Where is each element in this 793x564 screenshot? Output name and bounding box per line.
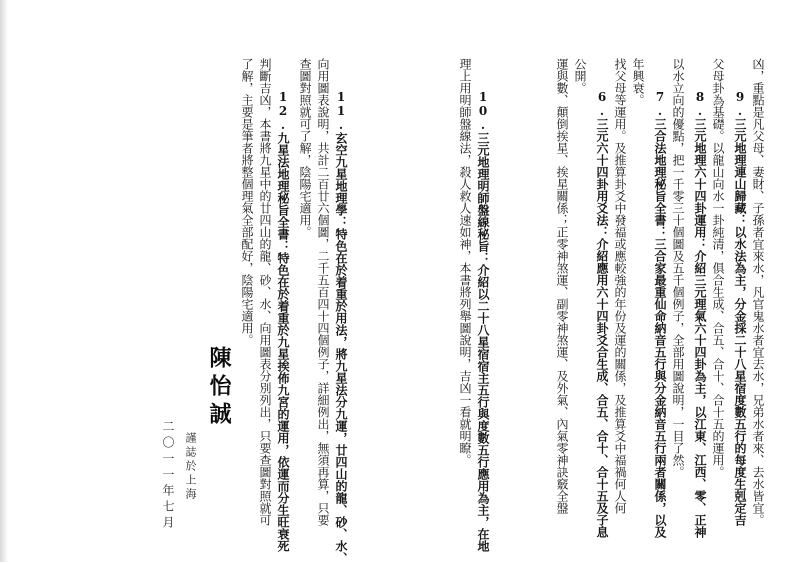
item-9-title-line: 9.三元地理連山歸藏：以水法為主，分金採二十八星宿度數五行的每度生剋定吉 (733, 90, 747, 526)
text-column-5: 年興衰。 (631, 58, 645, 106)
item-10-title-line: 10.三元地理明師盤線秘旨：介紹以二十八星宿宿主五行與度數五行應用為主，在地 (476, 90, 490, 552)
text-column-11: 凶，重點是凡父母、妻財、子孫者宜來水，凡官鬼水者宜去水，兄弟水者來、去水皆宜。 (751, 58, 765, 526)
text-column-4: 找父母等運用。及推算卦爻中發福或應較強的年份及運的關係，及推算爻中福禍何人何 (613, 58, 627, 514)
signature-note: 謹誌於上海 (184, 432, 197, 502)
item-7-title-line: 7.三合法地理秘旨全書：三合家最重仙命納音五行與分金納音五行兩者關係，以及 (653, 90, 667, 538)
item-11-title-line: 11.玄空九星地理學：特色在於着重於用法，將九星法分九運，廿四山的龍、砂、水、 (334, 90, 348, 564)
text-column-9: 父母卦為基礎。以龍山向水一卦純清，俱合生成、合五、合十、合十五的運用。 (711, 58, 725, 478)
text-column-15: 向用圖表說明，共計二百廿六個圖，二千五百四十四個例子，詳細例出，無須再算，只要 (316, 58, 330, 526)
item-12-title-line: 12.九星法地理秘旨全書：特色在於着重於九星挨佈九宮的運用，依運而分生旺衰死 (276, 90, 290, 552)
item-6-title-line: 6.三元六十四卦用爻法：介紹應用六十四卦爻合生成、合五、合十、合十五及子息 (595, 90, 609, 538)
signature-date: 二〇一一年七月 (161, 420, 175, 532)
author-signature: 陳怡誠 (206, 346, 232, 430)
text-column-2: 公開。 (573, 58, 587, 94)
page-gutter-shadow (0, 0, 8, 562)
text-column-7: 以水立向的優點，把一千零三十個圖及五千個例子，全部用圖說明，一目了然。 (671, 58, 685, 478)
text-column-19: 了解，主要是筆者將整個理氣全部配好，陰陽宅適用。 (240, 58, 254, 346)
text-column-1: 運與數、顛倒挨星、挨星關係；正零神煞運、副零神煞運、及外氣、內氣零神訣竅全盤 (555, 58, 569, 514)
item-8-title-line: 8.三元地理六十四卦運用：介紹三元理氣六十四卦為主，以江東、江西、零、正神 (693, 90, 707, 538)
text-column-13: 理上用明師盤線法，殺人救人速如神，本書將列舉圖說明，吉凶一看就明瞭。 (458, 58, 472, 466)
text-column-18: 判斷吉凶，本書將九星中的廿四山的龍、砂、水、向用圖表分別列出，只要查圖對照就可 (258, 58, 272, 526)
text-column-16: 查圖對照就可了解，陰陽宅適用。 (298, 58, 312, 238)
